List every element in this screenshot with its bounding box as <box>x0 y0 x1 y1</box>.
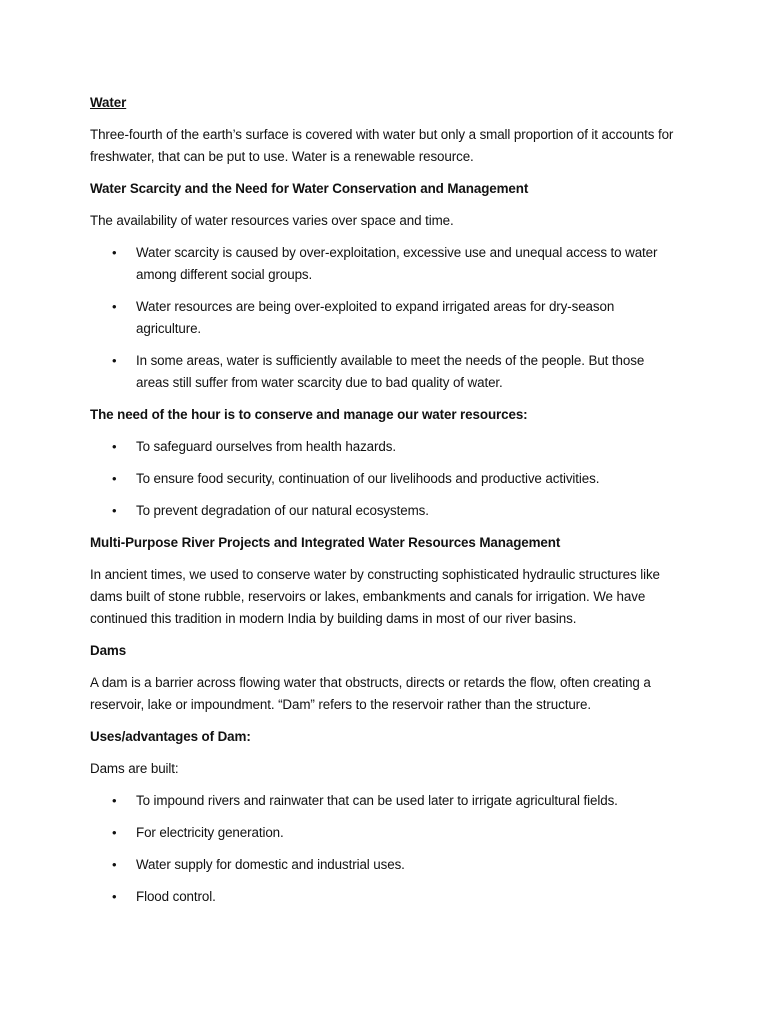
bullet-icon: • <box>112 889 117 904</box>
list-item-text: To impound rivers and rainwater that can be used later to irrigate agricultural fields. <box>136 793 618 808</box>
list-item-text: To safeguard ourselves from health hazards. <box>136 439 396 454</box>
list-item-text: In some areas, water is sufficiently available to meet the needs of the people. But those areas still suffer from water scarcity due to bad quality of water. <box>136 353 645 390</box>
section-heading-dams: Dams <box>90 643 127 658</box>
list-item <box>90 854 680 876</box>
list-item <box>90 350 680 394</box>
bullet-icon: • <box>112 245 117 260</box>
list-item <box>90 822 680 844</box>
bullet-icon: • <box>112 793 117 808</box>
list-item-text: To ensure food security, continuation of our livelihoods and productive activities. <box>136 471 600 486</box>
bullet-icon: • <box>112 471 117 486</box>
section-heading-river-projects: Multi-Purpose River Projects and Integrated Water Resources Management <box>90 535 561 550</box>
list-item-text: Water supply for domestic and industrial uses. <box>136 857 405 872</box>
document-page <box>90 92 680 918</box>
bullet-icon: • <box>112 353 117 368</box>
section-paragraph-ancient-times: In ancient times, we used to conserve water by constructing sophisticated hydraulic structures like dams built of stone rubble, reservoirs or lakes, embankments and canals for irrigation. We have continued this tradition in modern India by building dams in most of our river basins. <box>90 567 660 626</box>
section-heading-need-of-hour: The need of the hour is to conserve and manage our water resources: <box>90 407 528 422</box>
bullet-icon: • <box>112 503 117 518</box>
bullet-list-conserve <box>90 436 680 522</box>
intro-paragraph: Three-fourth of the earth’s surface is covered with water but only a small proportion of it accounts for freshwater, that can be put to use. Water is a renewable resource. <box>90 127 674 164</box>
section-heading-uses-of-dam: Uses/advantages of Dam: <box>90 729 251 744</box>
bullet-icon: • <box>112 439 117 454</box>
bullet-list-dam-uses <box>90 790 680 908</box>
section-paragraph-dam-definition: A dam is a barrier across flowing water that obstructs, directs or retards the flow, often creating a reservoir, lake or impoundment. “Dam” refers to the reservoir rather than the structure. <box>90 675 651 712</box>
list-item <box>90 468 680 490</box>
section-paragraph-dams-built: Dams are built: <box>90 761 179 776</box>
list-item <box>90 296 680 340</box>
list-item <box>90 436 680 458</box>
document-title: Water <box>90 95 127 110</box>
list-item-text: Water scarcity is caused by over-exploitation, excessive use and unequal access to water among different social groups. <box>136 245 658 282</box>
list-item-text: For electricity generation. <box>136 825 284 840</box>
bullet-list-scarcity <box>90 242 680 394</box>
list-item <box>90 242 680 286</box>
section-heading-water-scarcity: Water Scarcity and the Need for Water Conservation and Management <box>90 181 529 196</box>
list-item-text: To prevent degradation of our natural ecosystems. <box>136 503 429 518</box>
bullet-icon: • <box>112 825 117 840</box>
bullet-icon: • <box>112 299 117 314</box>
list-item <box>90 500 680 522</box>
list-item <box>90 886 680 908</box>
list-item-text: Water resources are being over-exploited to expand irrigated areas for dry-season agriculture. <box>136 299 615 336</box>
list-item <box>90 790 680 812</box>
section-paragraph-availability: The availability of water resources varies over space and time. <box>90 213 454 228</box>
list-item-text: Flood control. <box>136 889 216 904</box>
bullet-icon: • <box>112 857 117 872</box>
